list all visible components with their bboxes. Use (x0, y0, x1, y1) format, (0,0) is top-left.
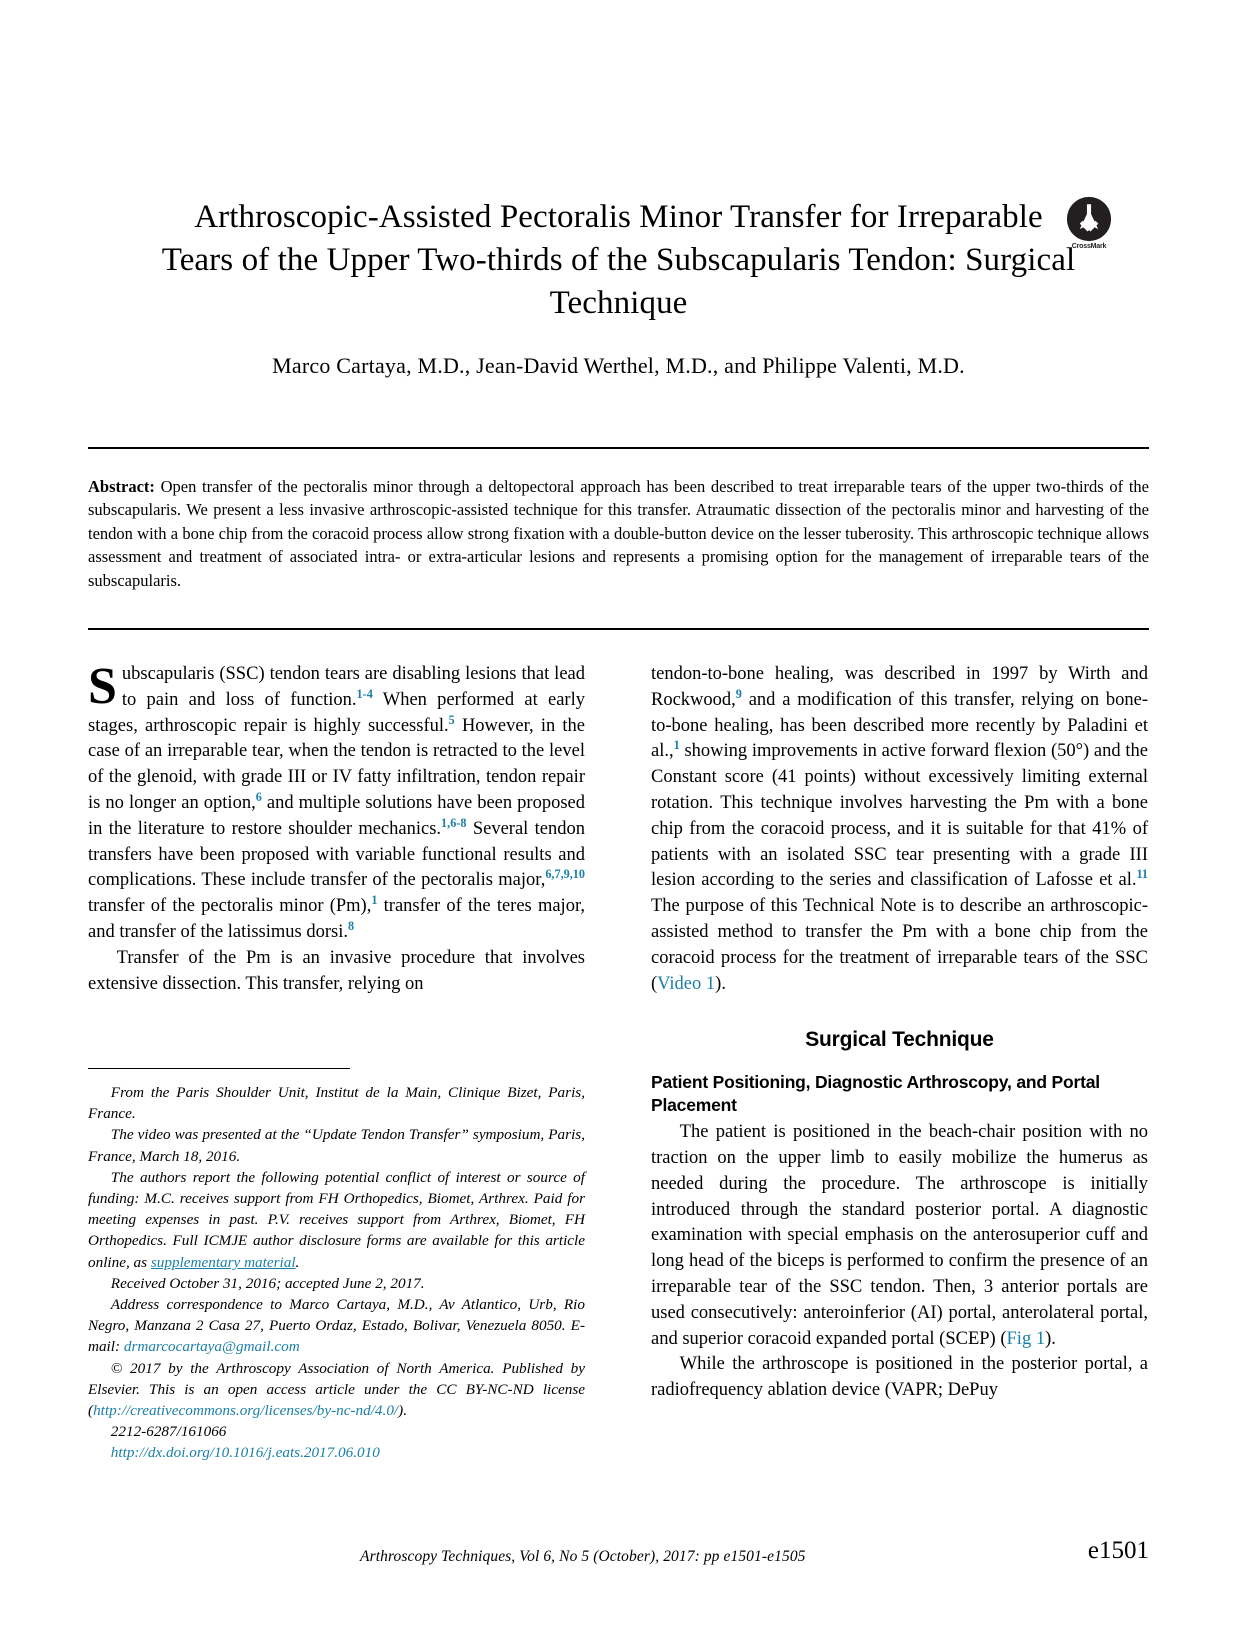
footer-journal-info: Arthroscopy Techniques, Vol 6, No 5 (October), 2017: pp e1501-e1505 (360, 1548, 806, 1565)
abstract-section (88, 475, 1149, 592)
divider-below-abstract (88, 628, 1149, 630)
doi-link[interactable]: http://dx.doi.org/10.1016/j.eats.2017.06.010 (110, 1444, 380, 1462)
page-title: Arthroscopic-Assisted Pectoralis Minor Transfer for Irreparable Tears of the Upper Two-thirds of the Subscapularis Tendon: Surgical Technique (161, 199, 1076, 321)
footnote-video-note: The video was presented at the “Update Tendon Transfer” symposium, Paris, France, March 18, 2016. (88, 1126, 585, 1165)
paragraph-arthroscope: While the arthroscope is positioned in the posterior portal, a radiofrequency ablation device (VAPR; DePuy (651, 1354, 1148, 1401)
paragraph-intro (88, 658, 586, 946)
text-run: and a modification of this transfer, relying on bone-to-bone healing, has been described more recently by Paladini et al., (651, 689, 1148, 762)
license-url-link[interactable]: http://creativecommons.org/licenses/by-nc-nd/4.0/ (93, 1402, 399, 1420)
text-run: The patient is positioned in the beach-chair position with no traction on the upper limb to easily mobilize the humerus as needed during the procedure. The arthroscope is initially introduced through the standard posterior portal. A diagnostic examination with special emphasis on the anterosuperior cuff and long head of the biceps is performed to confirm the presence of an irreparable tear of the SSC tendon. Then, 3 anterior portals are used consecutively: anteroinferior (AI) portal, anterolateral portal, and superior coracoid expanded portal (SCEP) ( (651, 1122, 1148, 1349)
paragraph-transfer: Transfer of the Pm is an invasive procedure that involves extensive dissection. This transfer, relying on (88, 947, 585, 994)
footnote-received: Received October 31, 2016; accepted June 2, 2017. (110, 1274, 425, 1292)
footnote-disclosure (88, 1167, 585, 1273)
author-email-link[interactable]: drmarcocartaya@gmail.com (123, 1338, 300, 1356)
text-run: ). (398, 1402, 407, 1420)
footnote-issn: 2212-6287/161066 (110, 1423, 227, 1441)
citation-ref[interactable]: 1,6-8 (441, 815, 467, 830)
video-1-link[interactable]: Video 1 (657, 973, 716, 994)
supplementary-material-link[interactable]: supplementary material (150, 1253, 296, 1271)
fig-1-link[interactable]: Fig 1 (1006, 1328, 1046, 1349)
section-heading-surgical-technique: Surgical Technique (805, 1028, 994, 1052)
text-run: The purpose of this Technical Note is to describe an arthroscopic-assisted method to transfer the Pm with a bone chip from the coracoid process for the treatment of irreparable tears of the SSC ( (651, 896, 1148, 994)
footnote-section (88, 1082, 585, 1464)
text-run: . (295, 1253, 300, 1271)
footnote-divider (88, 1068, 350, 1069)
citation-ref[interactable]: 8 (347, 918, 355, 933)
text-run: ubscapularis (SSC) tendon tears are disabling lesions that lead to pain and loss of function. (121, 664, 585, 710)
text-run: However, in the case of an irreparable tear, when the tendon is retracted to the level of the glenoid, with grade III or IV fatty infiltration, tendon repair is no longer an option, (88, 715, 585, 813)
footnote-affiliation: From the Paris Shoulder Unit, Institut de la Main, Clinique Bizet, Paris, France. (88, 1084, 585, 1123)
text-run: The authors report the following potential conflict of interest or source of funding: M.C. receives support from FH Orthopedics, Biomet, Arthrex. Paid for meeting expenses in past. P.V. receives support from Arthrex, Biomet, FH Orthopedics. Full ICMJE author disclosure forms are available for this article online, as (88, 1168, 585, 1271)
text-run: transfer of the pectoralis minor (Pm), (88, 896, 372, 917)
footnote-copyright (88, 1358, 585, 1422)
citation-ref[interactable]: 1 (673, 738, 680, 753)
crossmark-label: CrossMark (1071, 243, 1107, 250)
text-run: showing improvements in active forward flexion (50°) and the Constant score (41 points) without excessively limiting external rotation. This technique involves harvesting the Pm with a bone chip from the coracoid process, and it is suitable for that 41% of patients with an isolated SSC tear presenting with a grade III lesion according to the series and classification of Lafosse et al. (651, 741, 1148, 891)
author-list: Marco Cartaya, M.D., Jean-David Werthel, M.D., and Philippe Valenti, M.D. (272, 353, 965, 378)
footer-page-number: e1501 (1087, 1537, 1149, 1564)
divider-above-abstract (88, 447, 1149, 449)
text-run: Several tendon transfers have been proposed with variable functional results and complications. These include transfer of the pectoralis major, (88, 818, 586, 891)
abstract-label: Abstract: (88, 477, 155, 496)
text-run: and multiple solutions have been proposed in the literature to restore shoulder mechanics. (88, 792, 586, 839)
citation-ref[interactable]: 1-4 (356, 686, 373, 701)
footnote-correspondence (88, 1294, 585, 1358)
text-run: transfer of the teres major, and transfer of the latissimus dorsi. (88, 896, 585, 942)
paragraph-history (651, 662, 1148, 997)
paragraph-positioning (651, 1120, 1148, 1352)
text-run: When performed at early stages, arthroscopic repair is highly successful. (88, 689, 585, 736)
citation-ref[interactable]: 11 (1136, 867, 1148, 882)
title-block (90, 196, 1147, 379)
citation-ref[interactable]: 5 (448, 712, 455, 727)
subsection-heading-patient-positioning: Patient Positioning, Diagnostic Arthroscopy, and Portal Placement (651, 1072, 1100, 1116)
drop-cap: S (88, 658, 117, 715)
text-run: ). (1045, 1328, 1056, 1349)
citation-ref[interactable]: 6,7,9,10 (545, 867, 585, 882)
body-column-right (651, 662, 1148, 1404)
text-run: ). (715, 973, 726, 994)
text-run: tendon-to-bone healing, was described in 1997 by Wirth and Rockwood, (651, 664, 1148, 710)
citation-ref[interactable]: 6 (255, 789, 262, 804)
body-column-left (88, 658, 586, 997)
text-run: © 2017 by the Arthroscopy Association of North America. Published by Elsevier. This is an open access article under the CC BY-NC-ND license ( (88, 1359, 585, 1420)
text-run: Address correspondence to Marco Cartaya, M.D., Av Atlantico, Urb, Rio Negro, Manzana 2 Casa 27, Puerto Ordaz, Estado, Bolivar, Venezuela 8050. E-mail: (88, 1296, 585, 1356)
footnote-doi (88, 1442, 585, 1463)
citation-ref[interactable]: 9 (735, 686, 742, 701)
citation-ref[interactable]: 1 (371, 893, 378, 908)
abstract-body: Open transfer of the pectoralis minor through a deltopectoral approach has been described to treat irreparable tears of the upper two-thirds of the subscapularis. We present a less invasive arthroscopic-assisted technique for this transfer. Atraumatic dissection of the pectoralis minor and harvesting of the tendon with a bone chip from the coracoid process allow strong fixation with a double-button device on the lesser tuberosity. This arthroscopic technique allows assessment and treatment of associated intra- or extra-articular lesions and represents a promising option for the management of irreparable tears of the subscapularis. (88, 477, 1149, 590)
